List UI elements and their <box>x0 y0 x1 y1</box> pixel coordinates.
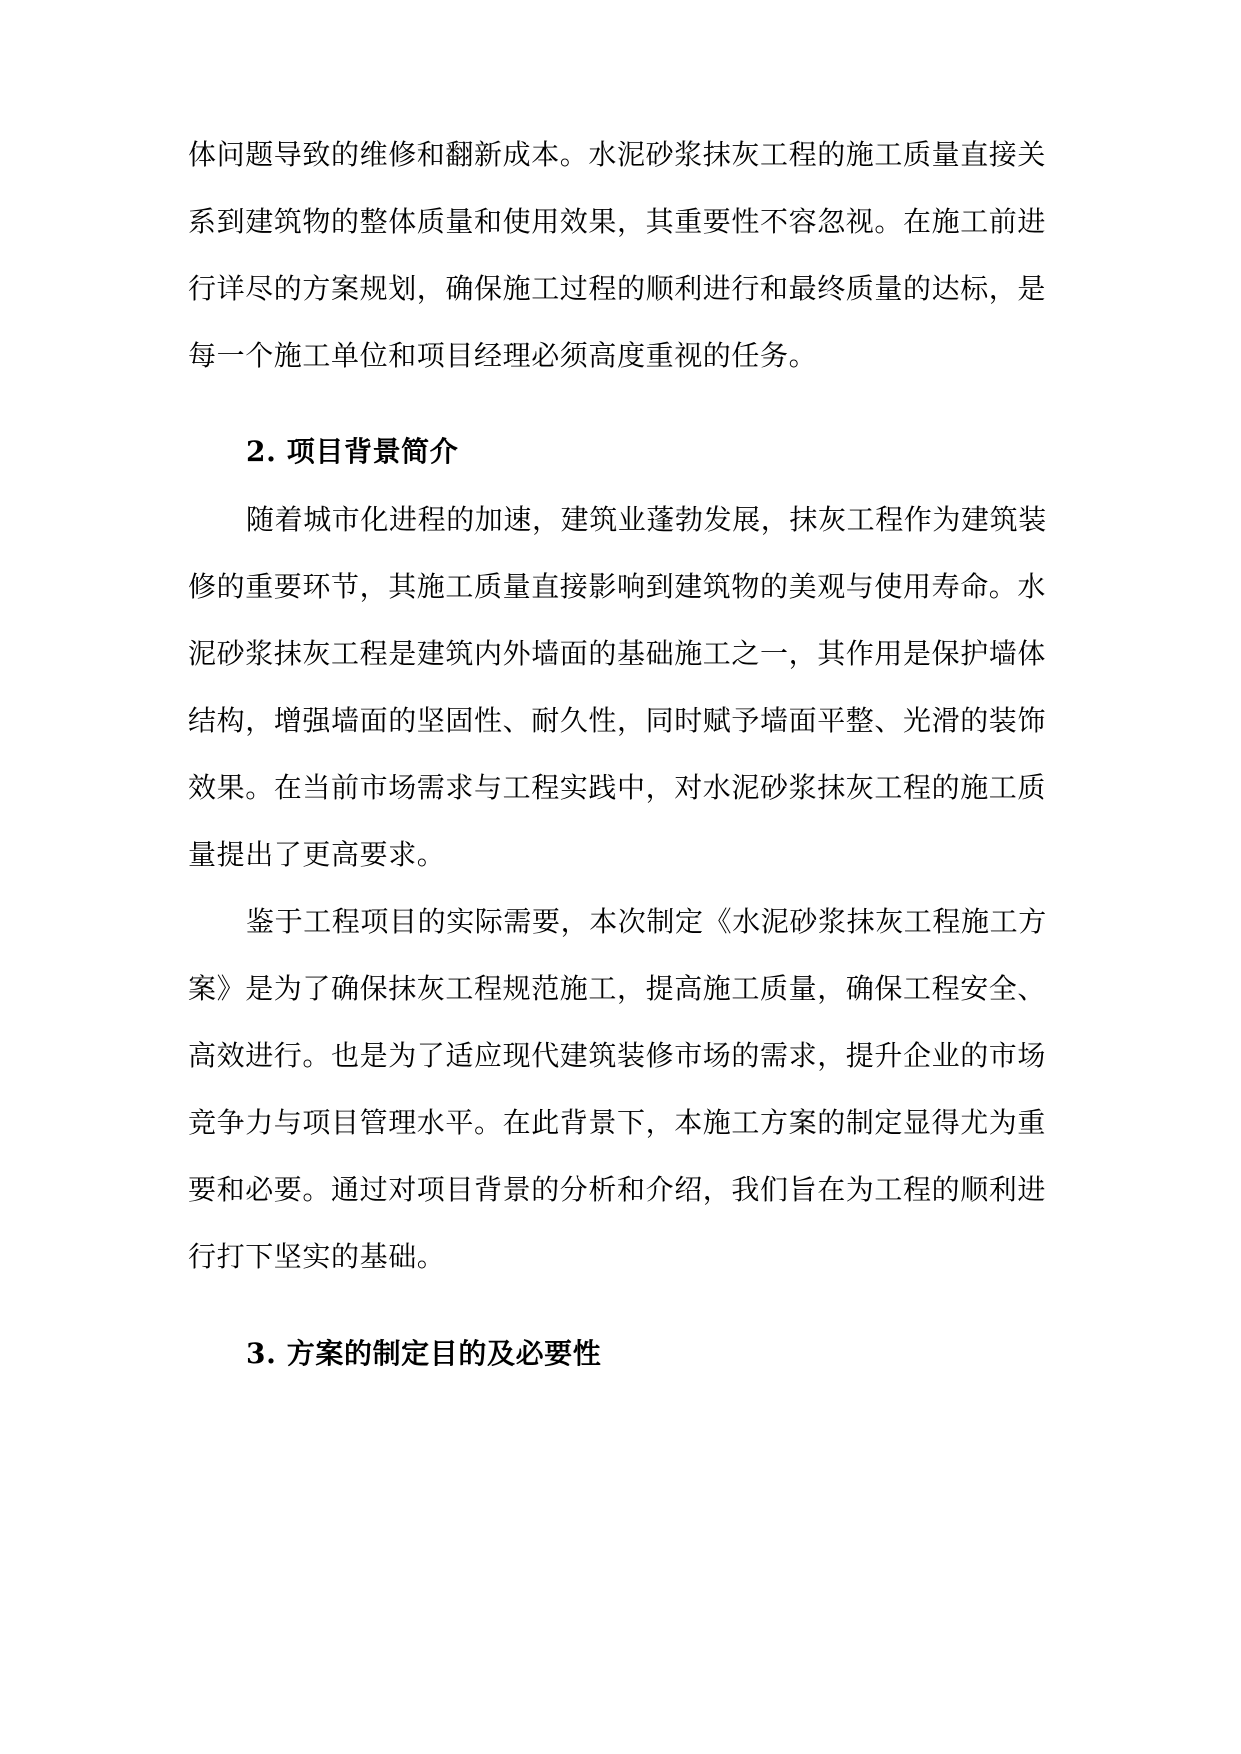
paragraph-line: 高效进行。也是为了适应现代建筑装修市场的需求，提升企业的市场 <box>188 1039 1047 1072</box>
paragraph-line: 效果。在当前市场需求与工程实践中，对水泥砂浆抹灰工程的施工质 <box>188 771 1047 804</box>
paragraph-line: 每一个施工单位和项目经理必须高度重视的任务。 <box>188 339 818 372</box>
paragraph-line: 要和必要。通过对项目背景的分析和介绍，我们旨在为工程的顺利进 <box>188 1173 1047 1206</box>
paragraph-line: 鉴于工程项目的实际需要，本次制定《水泥砂浆抹灰工程施工方 <box>246 905 1047 938</box>
paragraph-line: 量提出了更高要求。 <box>188 838 446 871</box>
paragraph-line: 修的重要环节，其施工质量直接影响到建筑物的美观与使用寿命。水 <box>188 570 1047 603</box>
paragraph-line: 泥砂浆抹灰工程是建筑内外墙面的基础施工之一，其作用是保护墙体 <box>188 637 1047 670</box>
paragraph-line: 行详尽的方案规划，确保施工过程的顺利进行和最终质量的达标，是 <box>188 272 1047 305</box>
section-heading-2: 2. 项目背景简介 <box>246 435 459 468</box>
paragraph-line: 系到建筑物的整体质量和使用效果，其重要性不容忽视。在施工前进 <box>188 205 1047 238</box>
section-heading-3: 3. 方案的制定目的及必要性 <box>246 1337 602 1370</box>
paragraph-line: 体问题导致的维修和翻新成本。水泥砂浆抹灰工程的施工质量直接关 <box>188 138 1047 171</box>
paragraph-line: 行打下坚实的基础。 <box>188 1240 446 1273</box>
paragraph-line: 结构，增强墙面的坚固性、耐久性，同时赋予墙面平整、光滑的装饰 <box>188 704 1047 737</box>
paragraph-line: 案》是为了确保抹灰工程规范施工，提高施工质量，确保工程安全、 <box>188 972 1047 1005</box>
paragraph-line: 竞争力与项目管理水平。在此背景下，本施工方案的制定显得尤为重 <box>188 1106 1047 1139</box>
paragraph-line: 随着城市化进程的加速，建筑业蓬勃发展，抹灰工程作为建筑装 <box>246 503 1047 536</box>
